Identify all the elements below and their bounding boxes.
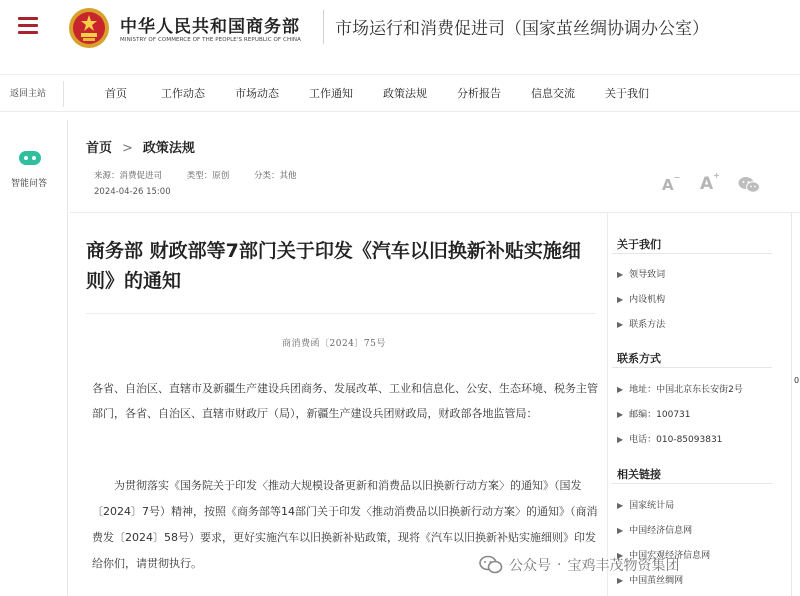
site-name[interactable]: 中华人民共和国商务部 bbox=[120, 17, 300, 37]
arrow-right-icon: ▶ bbox=[617, 526, 624, 535]
link-national-bureau-of-statistics[interactable] bbox=[617, 498, 674, 511]
nav-item-info-exchange[interactable]: 信息交流 bbox=[531, 87, 575, 100]
related-links-heading: 相关链接 bbox=[617, 468, 661, 481]
arrow-right-icon: ▶ bbox=[617, 501, 624, 510]
main-nav bbox=[0, 74, 800, 112]
article-paragraph-addressees: 各省、自治区、直辖市及新疆生产建设兵团商务、发展改革、工业和信息化、公安、生态环境、税务主管部门，各省、自治区、直辖市财政厅（局），新疆生产建设兵团财政局，财政部各地监管局： bbox=[92, 382, 598, 420]
arrow-right-icon: ▶ bbox=[617, 320, 624, 329]
about-item-contact-methods[interactable] bbox=[617, 317, 665, 330]
link-label: 中国经济信息网 bbox=[629, 526, 693, 536]
about-item-internal-departments[interactable] bbox=[617, 292, 665, 305]
nav-divider bbox=[63, 81, 64, 107]
back-to-main-site-link[interactable]: 返回主站 bbox=[10, 89, 47, 99]
nav-item-home[interactable]: 首页 bbox=[105, 87, 127, 100]
minus-icon: − bbox=[673, 173, 681, 182]
contact-phone bbox=[617, 432, 722, 445]
article-meta bbox=[94, 169, 318, 181]
link-label: 国家统计局 bbox=[629, 501, 675, 511]
breadcrumb-current-link[interactable]: 政策法规 bbox=[142, 141, 195, 156]
wechat-icon[interactable] bbox=[738, 176, 760, 194]
nav-item-policies[interactable]: 政策法规 bbox=[383, 87, 427, 100]
plus-icon: + bbox=[713, 171, 720, 180]
arrow-right-icon: ▶ bbox=[617, 410, 624, 419]
nav-item-about-us[interactable]: 关于我们 bbox=[605, 87, 649, 100]
arrow-right-icon: ▶ bbox=[617, 435, 624, 444]
contact-label: 地址：中国北京东长安街2号 bbox=[629, 385, 743, 395]
site-header bbox=[0, 0, 800, 58]
nav-item-work-news[interactable]: 工作动态 bbox=[161, 87, 205, 100]
link-china-economic-info-net[interactable] bbox=[617, 523, 692, 536]
breadcrumb bbox=[86, 137, 195, 156]
arrow-right-icon: ▶ bbox=[617, 295, 624, 304]
about-item-label: 领导致词 bbox=[629, 270, 666, 280]
left-column-divider bbox=[67, 120, 68, 596]
right-edge-panel bbox=[791, 213, 800, 596]
nav-item-market-news[interactable]: 市场动态 bbox=[235, 87, 279, 100]
hamburger-menu-icon[interactable] bbox=[18, 17, 38, 35]
arrow-right-icon: ▶ bbox=[617, 551, 624, 560]
department-name[interactable]: 市场运行和消费促进司（国家茧丝绸协调办公室） bbox=[335, 19, 709, 39]
smart-qa-widget[interactable] bbox=[0, 121, 60, 191]
national-emblem-icon[interactable] bbox=[68, 7, 110, 49]
breadcrumb-home-link[interactable]: 首页 bbox=[86, 141, 113, 156]
link-label: 中国茧丝绸网 bbox=[629, 576, 684, 586]
arrow-right-icon: ▶ bbox=[617, 270, 624, 279]
contact-rule bbox=[612, 367, 772, 368]
article-paragraph-body: 为贯彻落实《国务院关于印发〈推动大规模设备更新和消费品以旧换新行动方案〉的通知》（国发〔2024〕7号）精神，按照《商务部等14部门关于印发〈推动消费品以旧换新行动方案〉的通知》（商消费发〔2024〕58号）要求，更好实施汽车以旧换新补贴政策，现将《汽车以旧换新补贴实施细则》印发给你们，请贯彻执行。 bbox=[92, 479, 598, 570]
edge-label: 0 bbox=[794, 376, 800, 385]
article-title: 商务部 财政部等7部门关于印发《汽车以旧换新补贴实施细则》的通知 bbox=[86, 240, 581, 292]
watermark-prefix: 公众号 bbox=[509, 558, 551, 574]
meta-source: 来源：消费促进司 bbox=[94, 171, 163, 181]
meta-type: 类型：原创 bbox=[186, 171, 230, 181]
robot-icon bbox=[17, 149, 43, 167]
about-us-rule bbox=[612, 253, 772, 254]
title-rule bbox=[86, 313, 596, 314]
nav-item-analysis-reports[interactable]: 分析报告 bbox=[457, 87, 501, 100]
smart-qa-label: 智能问答 bbox=[11, 179, 48, 189]
font-increase-label: A bbox=[700, 174, 714, 194]
related-links-rule bbox=[612, 483, 772, 484]
font-increase-button[interactable] bbox=[700, 171, 720, 194]
arrow-right-icon: ▶ bbox=[617, 385, 624, 394]
watermark-account-name: 宝鸡丰茂物资集团 bbox=[567, 558, 680, 574]
arrow-right-icon: ▶ bbox=[617, 576, 624, 585]
site-name-english: MINISTRY OF COMMERCE OF THE PEOPLE'S REPUBLIC OF CHINA bbox=[120, 37, 302, 43]
nav-items bbox=[86, 75, 664, 113]
contact-postcode bbox=[617, 407, 691, 420]
font-decrease-button[interactable] bbox=[662, 173, 681, 194]
contact-label: 电话：010-85093831 bbox=[629, 435, 723, 445]
contact-label: 邮编：100731 bbox=[629, 410, 691, 420]
about-item-label: 联系方法 bbox=[629, 320, 666, 330]
font-decrease-label: A bbox=[662, 176, 674, 194]
wechat-logo-icon bbox=[479, 555, 503, 575]
contact-heading: 联系方式 bbox=[617, 352, 661, 365]
publish-date: 2024-04-26 15:00 bbox=[94, 187, 171, 197]
about-item-label: 内设机构 bbox=[629, 295, 666, 305]
about-us-heading: 关于我们 bbox=[617, 238, 661, 251]
watermark-separator: · bbox=[557, 557, 562, 573]
header-divider bbox=[323, 10, 324, 44]
nav-item-work-notices[interactable]: 工作通知 bbox=[309, 87, 353, 100]
link-label: 中国宏观经济信息网 bbox=[629, 551, 711, 561]
meta-category: 分类：其他 bbox=[253, 171, 297, 181]
contact-address bbox=[617, 382, 743, 395]
breadcrumb-separator: > bbox=[122, 141, 133, 156]
wechat-watermark bbox=[479, 552, 679, 578]
about-item-leader-speech[interactable] bbox=[617, 267, 665, 280]
document-number: 商消费函〔2024〕75号 bbox=[282, 339, 386, 349]
